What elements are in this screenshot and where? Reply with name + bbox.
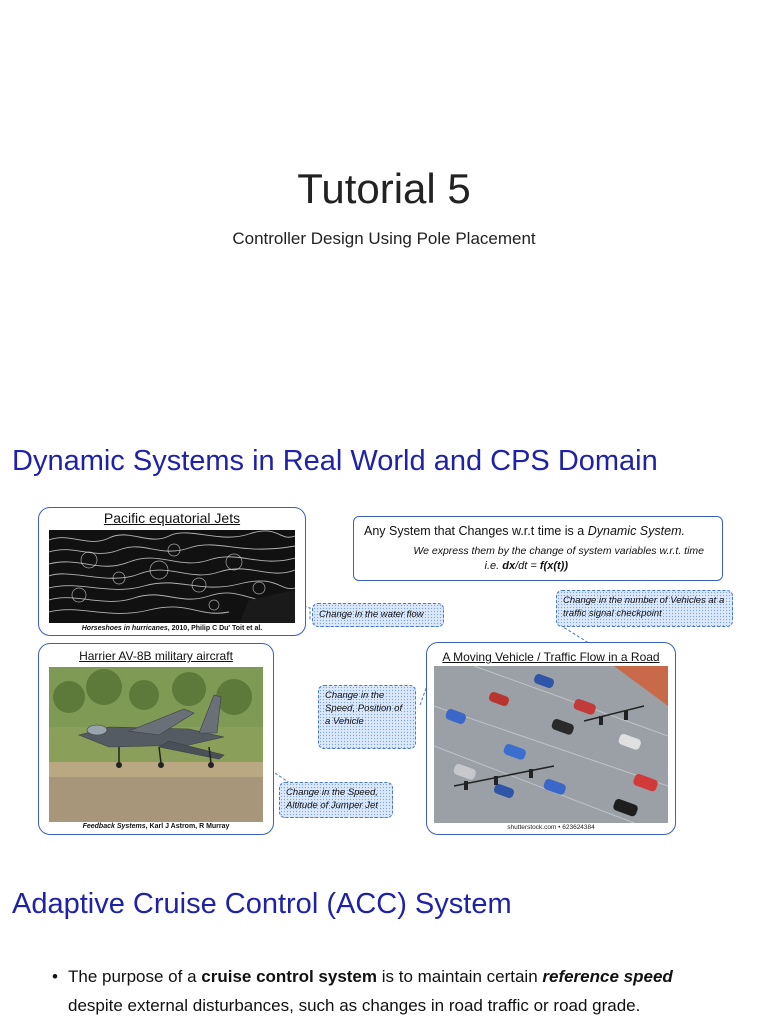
- traffic-panel: [426, 642, 676, 835]
- definition-line2: We express them by the change of system variables w.r.t. time: [413, 545, 704, 557]
- callout-water-flow: Change in the water flow: [312, 603, 444, 627]
- definition-line1: Any System that Changes w.r.t time is a Dynamic System.: [364, 524, 685, 538]
- callout-jumper-jet: Change in the Speed, Altitude of Jumper Jet: [279, 782, 393, 818]
- jets-image: [49, 530, 295, 623]
- bullet-dot: •: [52, 967, 58, 986]
- tutorial-title: Tutorial 5: [297, 165, 471, 212]
- traffic-image: [434, 666, 668, 823]
- harrier-panel: [38, 643, 274, 835]
- definition-box: [353, 516, 723, 581]
- traffic-credit: shutterstock.com • 623624384: [507, 824, 595, 831]
- harrier-image: [49, 667, 263, 822]
- tutorial-subtitle: Controller Design Using Pole Placement: [232, 229, 536, 248]
- acc-heading: Adaptive Cruise Control (ACC) System: [12, 888, 512, 920]
- jets-credit: Horseshoes in hurricanes, 2010, Philip C Du' Toit et al.: [81, 625, 263, 632]
- bullet-text: The purpose of a cruise control system is to maintain certain reference speed despite external disturbances, such as changes in road traffic or road grade.: [68, 967, 673, 1015]
- definition-formula: i.e. dx/dt = f(x(t)): [484, 560, 568, 572]
- dynamic-systems-heading: Dynamic Systems in Real World and CPS Domain: [12, 445, 658, 477]
- traffic-caption: A Moving Vehicle / Traffic Flow in a Road: [442, 650, 660, 664]
- harrier-caption: Harrier AV-8B military aircraft: [79, 649, 233, 663]
- jets-panel: [38, 507, 306, 636]
- jets-caption: Pacific equatorial Jets: [103, 510, 241, 526]
- acc-bullet: [52, 962, 752, 1020]
- harrier-credit: Feedback Systems, Karl J Astrom, R Murray: [82, 823, 230, 830]
- callout-vehicles-signal: Change in the number of Vehicles at a traffic signal checkpoint: [556, 590, 733, 627]
- callout-speed-position: Change in the Speed, Position of a Vehicle: [318, 685, 416, 749]
